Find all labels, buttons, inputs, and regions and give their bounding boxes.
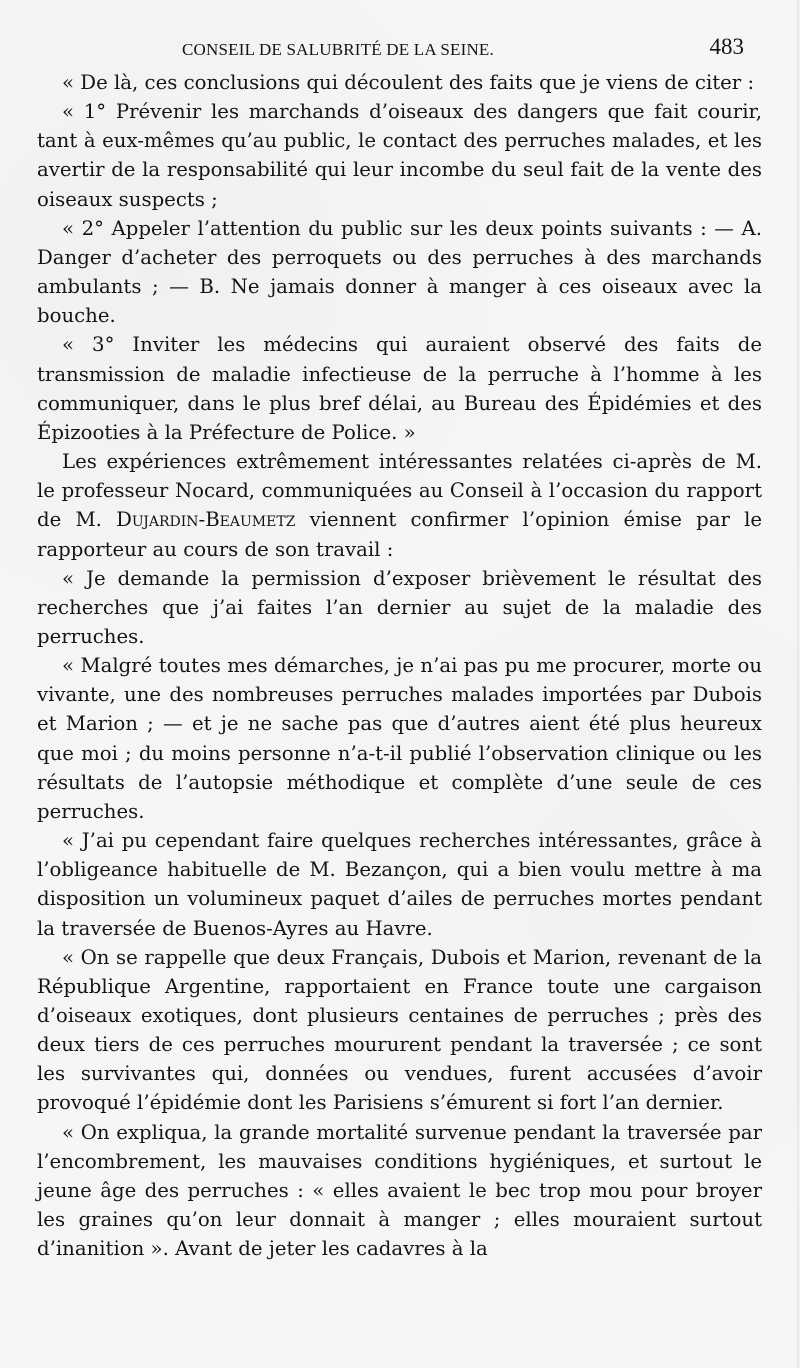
running-header	[37, 34, 764, 64]
paragraph-9: « On se rappelle que deux Français, Dubois et Marion, revenant de la République Argentine, rapportaient en France toute une cargaison d’oiseaux exotiques, dont plusieurs centaines de perruches ; près des deux tiers de ces perruches moururent pendant la traversée ; ce sont les survivantes qui, données ou vendues, furent accusées d’avoir provoqué l’épidémie dont les Parisiens s’émurent si fort l’an dernier.	[37, 945, 762, 1115]
author-name: Dujardin-Beaumetz	[116, 508, 296, 532]
body-text	[37, 68, 762, 1263]
paragraph-5-text-start: Les expériences extrêmement intéressantes relatées ci-après de M. le professeur Nocard, communiquées au Conseil à l’occasion du rapport de M.	[37, 450, 762, 532]
paragraph-7: « Malgré toutes mes démarches, je n’ai pas pu me procurer, morte ou vivante, une des nombreuses perruches malades importées par Dubois et Marion ; — et je ne sache pas que d’autres aient été plus heureux que moi ; du moins personne n’a-t-il publié l’observation clinique ou les résultats de l’autopsie méthodique et complète d’une seule de ces perruches.	[37, 654, 762, 823]
paragraph-8: « J’ai pu cependant faire quelques recherches intéressantes, grâce à l’obligeance habituelle de M. Bezançon, qui a bien voulu mettre à ma disposition un volumineux paquet d’ailes de perruches mortes pendant la traversée de Buenos-Ayres au Havre.	[37, 829, 762, 940]
paragraph-2: « 1° Prévenir les marchands d’oiseaux des dangers que fait courir, tant à eux-mêmes qu’au public, le contact des perruches malades, et les avertir de la responsabilité qui leur incombe du seul fait de la vente des oiseaux suspects ;	[37, 100, 762, 211]
paragraph-5	[37, 447, 762, 564]
paragraph-5-text-end: viennent confirmer l’opinion émise par le rapporteur au cours de son travail :	[37, 508, 763, 561]
paragraph-6: « Je demande la permission d’exposer brièvement le résultat des recherches que j’ai faites l’an dernier au sujet de la maladie des perruches.	[37, 566, 762, 648]
paragraph-4: « 3° Inviter les médecins qui auraient observé des faits de transmission de maladie infectieuse de la perruche à l’homme à les communiquer, dans le plus bref délai, au Bureau des Épidémies et des Épizooties à la Préfecture de Police. »	[37, 333, 762, 444]
paragraph-10: « On expliqua, la grande mortalité survenue pendant la traversée par l’encombrement, les mauvaises conditions hygiéniques, et surtout le jeune âge des perruches : « elles avaient le bec trop mou pour broyer les graines qu’on leur donnait à manger ; elles mouraient surtout d’inanition ». Avant de jeter les cadavres à la	[37, 1120, 762, 1261]
page-number: 483	[709, 34, 744, 59]
paragraph-1: « De là, ces conclusions qui découlent des faits que je viens de citer :	[62, 71, 755, 94]
paragraph-3: « 2° Appeler l’attention du public sur les deux points suivants : — A. Danger d’acheter des perroquets ou des perruches à des marchands ambulants ; — B. Ne jamais donner à manger à ces oiseaux avec la bouche.	[37, 216, 762, 328]
running-title: CONSEIL DE SALUBRITÉ DE LA SEINE.	[182, 40, 494, 59]
